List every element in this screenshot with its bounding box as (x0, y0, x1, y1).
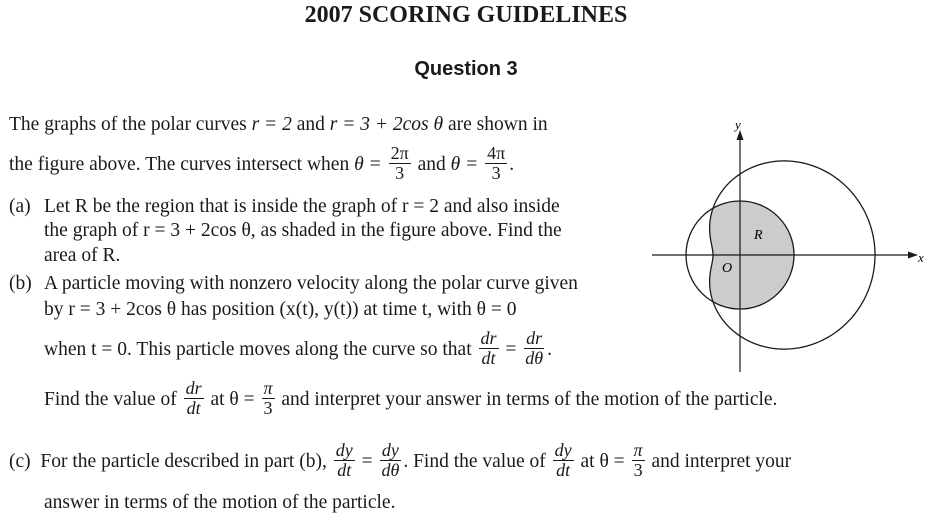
intro-line-1: The graphs of the polar curves r = 2 and r = 3 + 2cos θ are shown in (9, 114, 548, 135)
fraction-4pi-over-3: $\frac{4\pi}{3}$ (487, 143, 506, 183)
part-b-line-1: A particle moving with nonzero velocity along the polar curve given (44, 273, 578, 294)
fraction-dy-dt-2: $\frac{dy}{dt}$ (554, 440, 572, 480)
part-a-label: (a) (9, 196, 31, 217)
fraction-pi-over-3: $\frac{\pi}{3}$ (263, 378, 273, 418)
fraction-2pi-over-3: $\frac{2\pi}{3}$ (390, 143, 409, 183)
y-axis-label: y (735, 117, 741, 132)
part-a-line-3: area of R. (44, 245, 121, 266)
part-b-line-2: by r = 3 + 2cos θ has position (x(t), y(t)) at time t, with θ = 0 (44, 299, 517, 320)
x-axis-arrow (908, 252, 918, 259)
part-c-line-2: answer in terms of the motion of the particle. (44, 492, 396, 513)
fraction-dr-dt: $\frac{dr}{dt}$ (480, 328, 497, 368)
x-axis-label: x (918, 250, 924, 265)
part-a-line-1: Let R be the region that is inside the graph of r = 2 and also inside (44, 196, 560, 217)
fraction-pi-over-3-c: $\frac{\pi}{3}$ (633, 440, 643, 480)
polar-figure (645, 110, 930, 380)
fraction-dy-dtheta: $\frac{dy}{d\theta}$ (381, 440, 400, 480)
part-b-label: (b) (9, 273, 32, 294)
fraction-dr-dtheta: $\frac{dr}{d\theta}$ (525, 328, 544, 368)
region-label: R (754, 228, 763, 243)
part-a-line-2: the graph of r = 3 + 2cos θ, as shaded in the figure above. Find the (44, 220, 562, 241)
fraction-dy-dt: $\frac{dy}{dt}$ (335, 440, 353, 480)
page-title: 2007 SCORING GUIDELINES (304, 2, 628, 28)
fraction-dr-dt-2: $\frac{dr}{dt}$ (185, 378, 202, 418)
part-b-line-4: Find the value of $\frac{dr}{dt}$ at θ = $\frac{\pi}{3}$ and interpret your answer in terms of the motion of the particle. (44, 378, 778, 418)
question-title: Question 3 (414, 58, 518, 80)
part-c-label: (c) (9, 450, 31, 472)
origin-label: O (722, 261, 733, 276)
intro-line-2: the figure above. The curves intersect when θ = $\frac{2\pi}{3}$ and θ = $\frac{4\pi}{3}$ . (9, 143, 515, 183)
part-b-line-3: when t = 0. This particle moves along the curve so that $\frac{dr}{dt}$ = $\frac{dr}{d\theta}$ . (44, 328, 552, 368)
part-c-line-1: (c) For the particle described in part (b), $\frac{dy}{dt}$ = $\frac{dy}{d\theta}$ . Find the value of $\frac{dy}{dt}$ at θ = $\frac{\pi}{3}$ and interpret your (9, 440, 792, 480)
